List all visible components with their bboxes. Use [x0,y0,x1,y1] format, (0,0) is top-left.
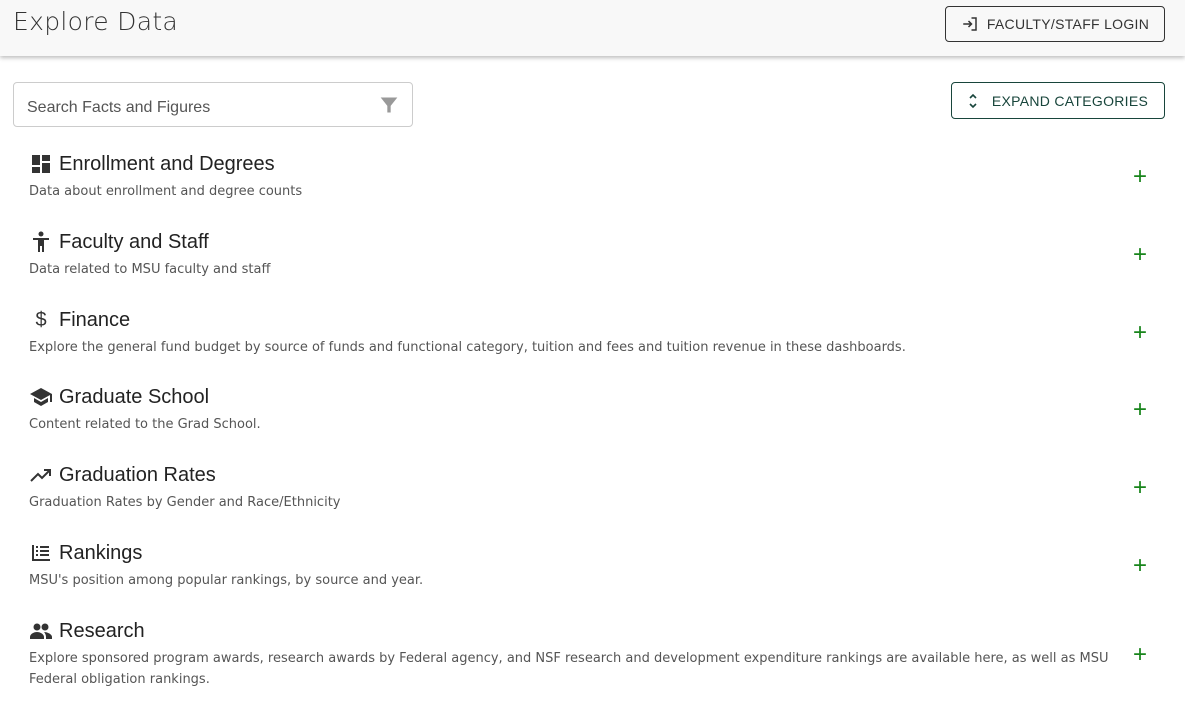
category-enrollment-and-degrees[interactable] [29,152,1159,202]
filter-icon[interactable] [379,95,399,115]
category-title: Research [59,619,145,642]
dashboard-icon [29,152,53,176]
page-title: Explore Data [13,7,179,36]
category-description: Graduation Rates by Gender and Race/Ethnicity [29,495,341,510]
category-title: Graduate School [59,385,210,408]
list-grid-icon [29,541,53,565]
plus-icon[interactable]: + [1132,319,1147,346]
category-description: Explore the general fund budget by source of funds and functional category, tuition and fees and tuition revenue in these dashboards. [29,340,906,355]
category-title: Faculty and Staff [59,230,209,253]
plus-icon[interactable]: + [1132,241,1147,268]
category-rankings[interactable] [29,541,1159,591]
category-title: Enrollment and Degrees [59,152,275,175]
category-description: Content related to the Grad School. [29,417,261,432]
category-research[interactable] [29,619,1159,690]
person-icon [29,230,53,254]
graduation-cap-icon [29,385,53,409]
category-graduation-rates[interactable] [29,463,1159,513]
page-header [0,0,1185,56]
plus-icon[interactable]: + [1132,474,1147,501]
expand-categories-label: EXPAND CATEGORIES [991,92,1149,109]
category-title: Finance [59,308,131,331]
unfold-icon [968,92,978,110]
expand-categories-button[interactable] [951,82,1165,119]
dollar-icon: $ [35,308,47,331]
search-input[interactable] [27,93,379,117]
category-description: Data related to MSU faculty and staff [29,262,271,277]
plus-icon[interactable]: + [1132,640,1147,668]
category-faculty-and-staff[interactable] [29,230,1159,280]
plus-icon[interactable]: + [1132,163,1147,190]
category-finance[interactable] [29,308,1159,358]
category-title: Rankings [59,541,143,564]
faculty-staff-login-button[interactable] [945,6,1165,42]
category-description: Data about enrollment and degree counts [29,184,303,199]
category-title: Graduation Rates [59,463,216,486]
login-label: FACULTY/STAFF LOGIN [986,16,1150,32]
category-description: MSU's position among popular rankings, by source and year. [29,573,424,588]
trending-up-icon [29,463,53,487]
category-graduate-school[interactable] [29,385,1159,435]
plus-icon[interactable]: + [1132,396,1147,423]
plus-icon[interactable]: + [1132,552,1147,579]
people-icon [29,619,53,643]
search-field[interactable] [13,82,413,127]
category-description: Explore sponsored program awards, research awards by Federal agency, and NSF research and development expenditure rankings are available here, as well as MSU Federal obligation rankings. [29,651,1109,687]
login-icon [961,15,979,33]
